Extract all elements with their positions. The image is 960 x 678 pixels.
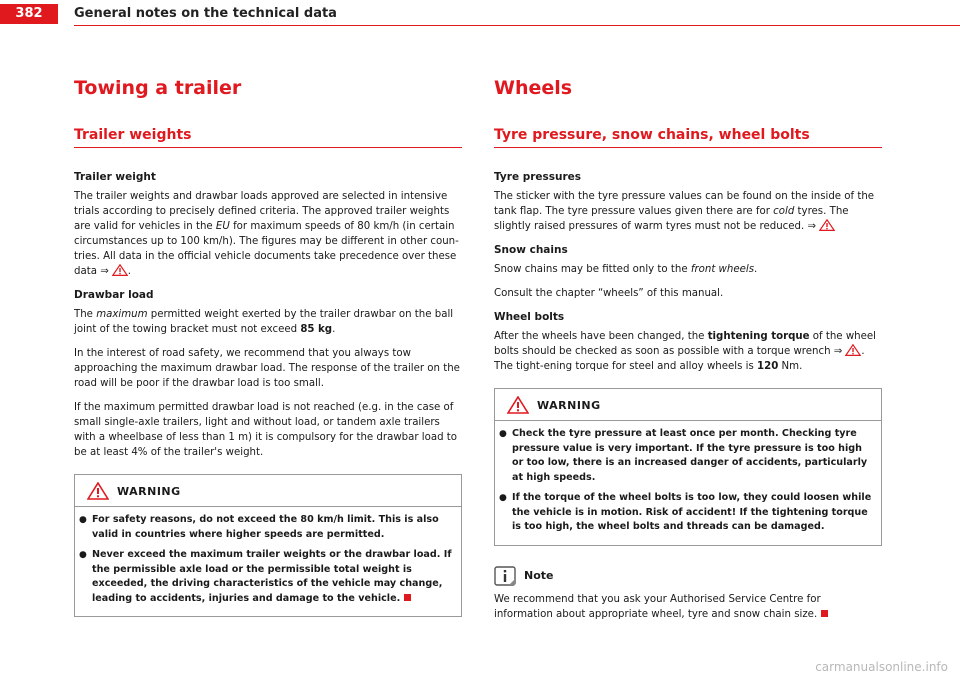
bullet-dot-icon: ● xyxy=(79,550,87,560)
subsection-title-tyre-pressure: Tyre pressure, snow chains, wheel bolts xyxy=(494,126,882,148)
note-header xyxy=(494,566,882,586)
warning-body xyxy=(75,506,461,616)
heading-drawbar-load: Drawbar load xyxy=(74,289,154,301)
watermark: carmanualsonline.info xyxy=(815,660,948,674)
warning-label: WARNING xyxy=(537,398,601,412)
warning-bullet: ● For safety reasons, do not exceed the 80 km/h limit. This is also valid in countries where higher speeds are permitted. xyxy=(79,513,455,542)
warning-header xyxy=(495,389,881,420)
warning-label: WARNING xyxy=(117,484,181,498)
bullet-dot-icon: ● xyxy=(499,493,507,503)
warning-bullet: ● Never exceed the maximum trailer weights or the drawbar load. If the permissible axle load or the permissible total weight is exceeded, the driving characteristics of the vehicle may change, leading to accidents, injuries and damage to the vehicle. xyxy=(79,548,455,606)
header-rule xyxy=(74,25,960,26)
end-of-section-icon xyxy=(404,594,411,601)
warning-triangle-icon[interactable] xyxy=(112,264,128,276)
running-header-title: General notes on the technical data xyxy=(74,6,337,21)
note-label: Note xyxy=(524,569,554,582)
warning-triangle-icon xyxy=(87,482,109,500)
warning-triangle-icon[interactable] xyxy=(819,219,835,231)
warning-triangle-icon xyxy=(507,396,529,414)
end-of-section-icon xyxy=(821,610,828,617)
warning-triangle-icon[interactable] xyxy=(845,344,861,356)
paragraph-wheel-bolts: After the wheels have been changed, the tightening torque of the wheel bolts should be checked as soon as possible with a torque wrench ⇒ . The tight-ening torque for steel and alloy wheels is 120 Nm. xyxy=(494,331,876,372)
paragraph-snow-chains-1: Snow chains may be fitted only to the front wheels. xyxy=(494,264,758,275)
warning-body xyxy=(495,420,881,545)
page-header xyxy=(0,0,960,28)
cross-ref-arrow: ⇒ xyxy=(833,346,843,357)
warning-box-wheels xyxy=(494,388,882,546)
paragraph-drawbar-3: If the maximum permitted drawbar load is not reached (e.g. in the case of small single-axle trailers, light and without load, or tandem axle trailers with a wheelbase of less than 1 m) it is compulsory for the drawbar load to be at least 4% of the trailer's weight. xyxy=(74,402,458,458)
section-title-wheels: Wheels xyxy=(494,77,573,99)
left-column xyxy=(74,76,462,617)
bullet-dot-icon: ● xyxy=(79,515,87,525)
heading-wheel-bolts: Wheel bolts xyxy=(494,311,565,323)
cross-ref-arrow: ⇒ xyxy=(807,221,817,232)
note-icon xyxy=(494,566,516,586)
paragraph-drawbar-1: The maximum permitted weight exerted by the trailer drawbar on the ball joint of the towing bracket must not exceed 85 kg. xyxy=(74,309,454,335)
cross-ref-arrow: ⇒ xyxy=(100,266,109,277)
paragraph-note: We recommend that you ask your Authorised Service Centre for information about appropriate wheel, tyre and snow chain size. xyxy=(494,592,882,622)
right-column xyxy=(494,76,882,631)
paragraph-tyre-pressures: The sticker with the tyre pressure values can be found on the inside of the tank flap. The tyre pressure values given there are for cold tyres. The slightly raised pressures of warm tyres must not be reduced. ⇒ xyxy=(494,191,875,232)
page-number: 382 xyxy=(0,4,58,24)
paragraph-drawbar-2: In the interest of road safety, we recommend that you always tow approaching the maximum drawbar load. The response of the trailer on the road will be poor if the drawbar load is too small. xyxy=(74,348,460,389)
heading-trailer-weight: Trailer weight xyxy=(74,171,156,183)
bullet-dot-icon: ● xyxy=(499,429,507,439)
warning-box-trailer xyxy=(74,474,462,617)
warning-bullet: ● Check the tyre pressure at least once per month. Checking tyre pressure value is very important. If the tyre pressure is too high or too low, there is an increased danger of accidents, particularly at high speeds. xyxy=(499,427,875,485)
subsection-title-trailer-weights: Trailer weights xyxy=(74,126,462,148)
heading-snow-chains: Snow chains xyxy=(494,244,568,256)
paragraph-snow-chains-2: Consult the chapter “wheels” of this manual. xyxy=(494,288,724,299)
warning-header xyxy=(75,475,461,506)
paragraph-trailer-weight: The trailer weights and drawbar loads approved are selected in intensive trials according to precisely defined criteria. The approved trailer weights are valid for vehicles in the EU for maximum speeds of 80 km/h (in certain circumstances up to 100 km/h). The figures may be different in other coun-tries. All data in the official vehicle documents take precedence over these data ⇒ . xyxy=(74,191,459,277)
warning-bullet: ● If the torque of the wheel bolts is too low, they could loosen while the vehicle is in motion. Risk of accident! If the tightening torque is too high, the wheel bolts and threads can be damaged. xyxy=(499,491,875,535)
section-title-towing: Towing a trailer xyxy=(74,77,242,99)
heading-tyre-pressures: Tyre pressures xyxy=(494,171,582,183)
